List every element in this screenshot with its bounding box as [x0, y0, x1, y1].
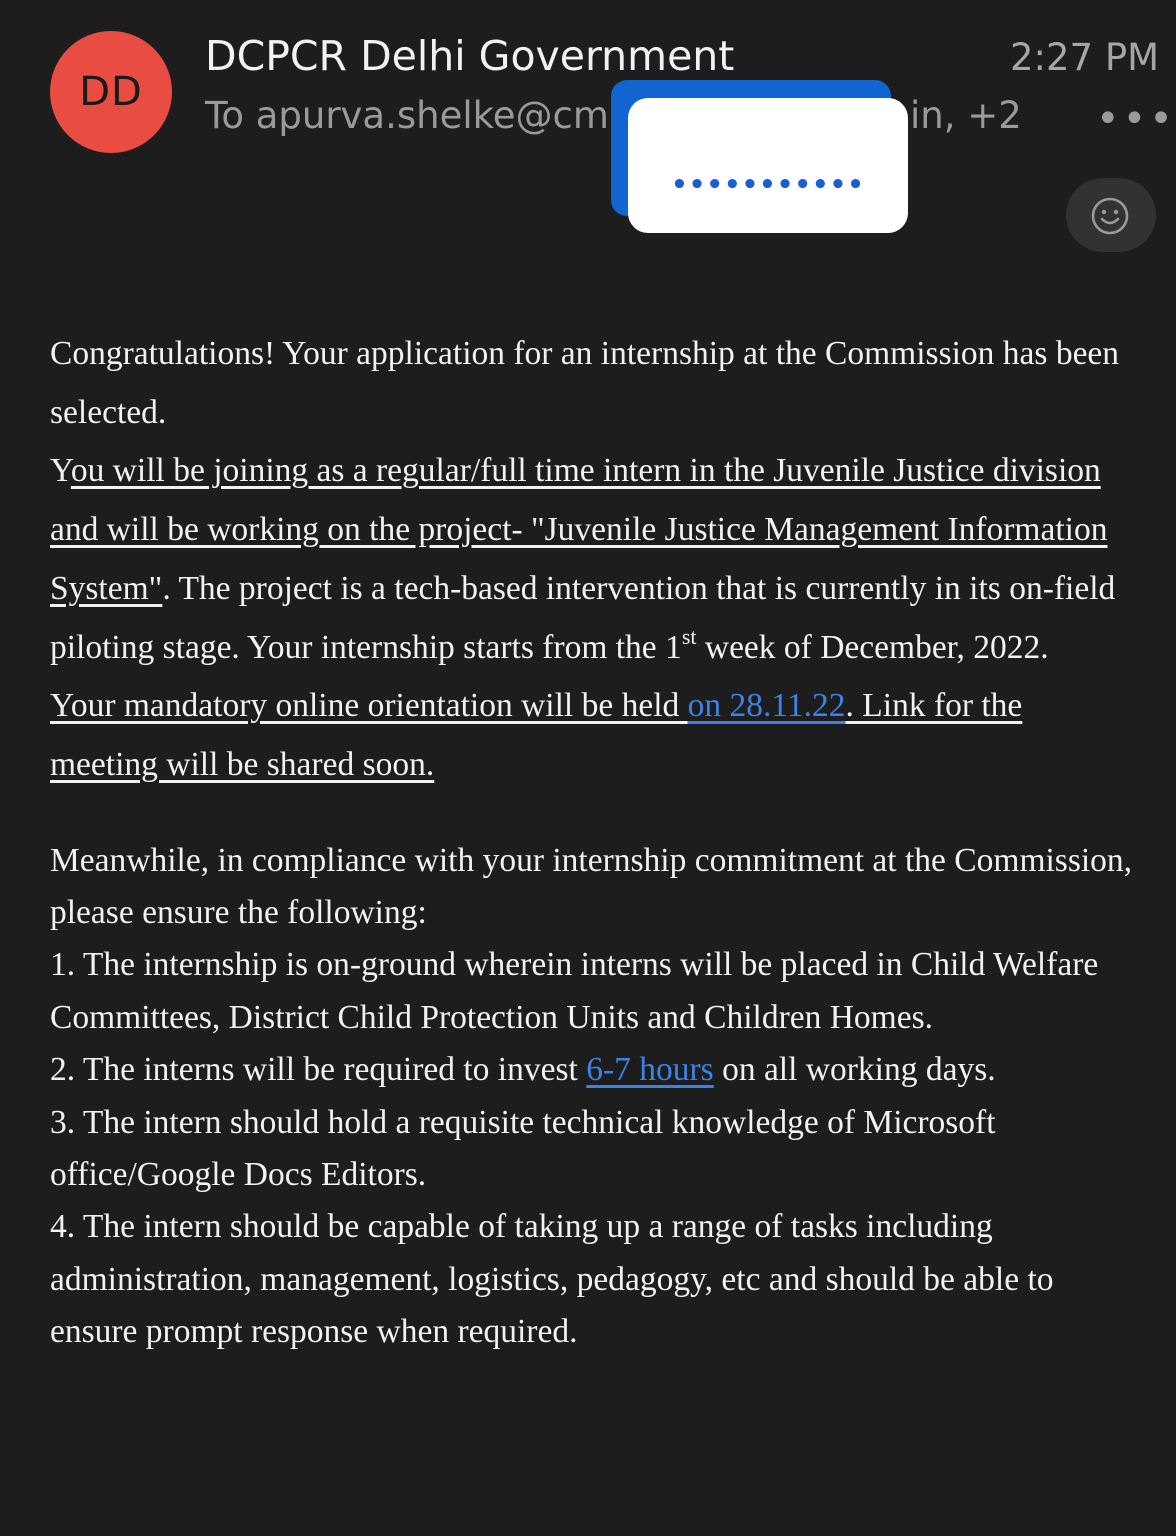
email-paragraph-selection	[50, 325, 1136, 795]
congratulations-text: Congratulations! Your application for an internship at the Commission has been selected.	[50, 335, 1120, 431]
requirement-item-2-post: on all working days.	[713, 1051, 996, 1089]
recipients-prefix: To apurva.shelke@cm	[205, 94, 609, 137]
recipients-suffix: in, +2	[910, 94, 1022, 137]
requirement-item-2-pre: 2. The interns will be required to invest	[50, 1051, 587, 1089]
requirement-item-1: 1. The internship is on-ground wherein interns will be placed in Child Welfare Committees, District Child Protection Units and Children Homes.	[50, 946, 1099, 1036]
meanwhile-text: Meanwhile, in compliance with your internship commitment at the Commission, please ensure the following:	[50, 841, 1133, 932]
email-paragraph-requirements	[50, 835, 1136, 1359]
requirement-item-3: 3. The intern should hold a requisite technical knowledge of Microsoft office/Google Docs Editors.	[50, 1103, 996, 1194]
smiley-face-icon	[1090, 196, 1130, 236]
email-body	[50, 325, 1136, 1359]
orientation-date-link[interactable]: on 28.11.22	[687, 687, 846, 725]
meeting-link-text: . Link for the meeting will be shared soon.	[50, 687, 1023, 783]
email-header	[0, 0, 1176, 270]
email-timestamp: 2:27 PM	[1010, 36, 1160, 79]
internship-start-text: week of December, 2022.	[696, 628, 1049, 666]
redaction-block	[628, 98, 908, 233]
sender-name[interactable]: DCPCR Delhi Government	[205, 32, 735, 80]
emoji-reaction-button[interactable]	[1066, 178, 1156, 252]
hours-link[interactable]: 6-7 hours	[586, 1051, 714, 1089]
ordinal-superscript: st	[681, 623, 697, 649]
more-horizontal-icon[interactable]: •••	[1096, 96, 1176, 142]
joining-text-underlined: ou will be joining as a regular/full time intern in the Juvenile Justice division and will be working on the project- "Juvenile Justice Management Information System"	[50, 452, 1108, 607]
redaction-dots: •••••••••••	[671, 169, 865, 200]
project-description-text: . The project is a tech-based intervention that is currently in its on-field piloting stage. Your internship starts from the 1	[50, 569, 1116, 666]
joining-text-lead: Y	[50, 452, 71, 490]
requirement-item-4: 4. The intern should be capable of taking up a range of tasks including administration, management, logistics, pedagogy, etc and should be able to ensure prompt response when required.	[50, 1208, 1054, 1351]
avatar[interactable]: DD	[50, 31, 172, 153]
orientation-text: Your mandatory online orientation will be held	[50, 687, 688, 725]
